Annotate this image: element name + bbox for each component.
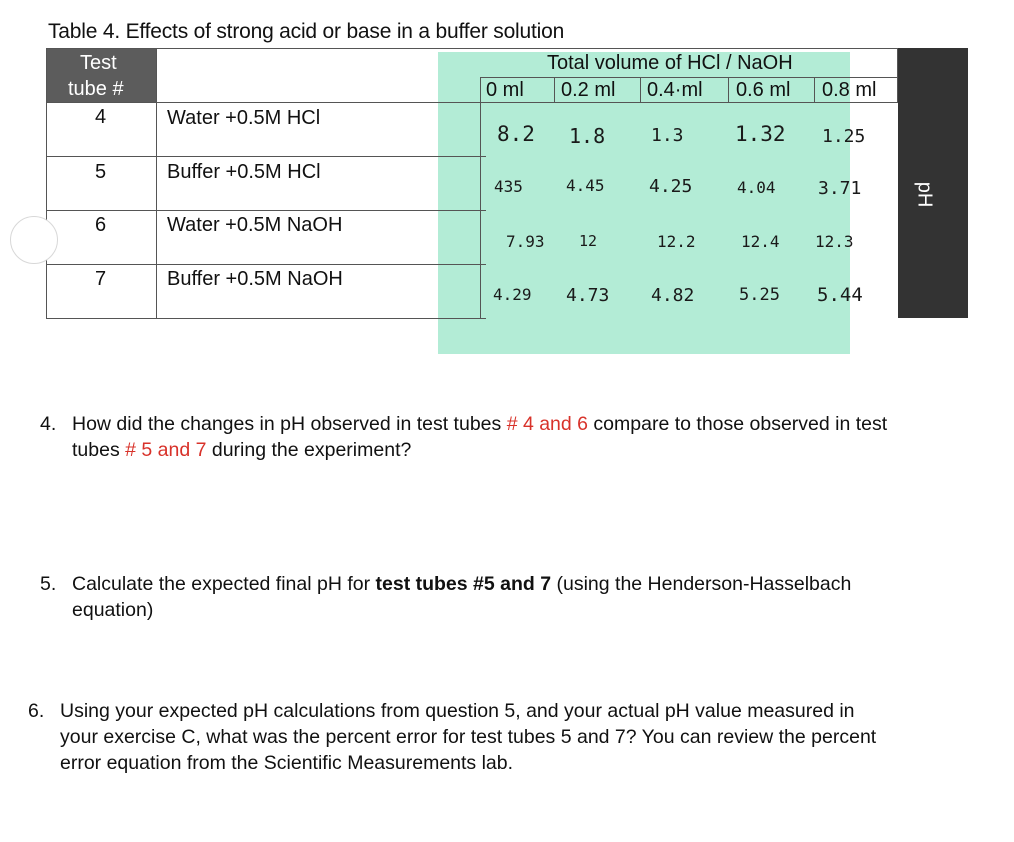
ph-value: 12.4 (741, 232, 780, 251)
bold-test-tubes: test tubes #5 and 7 (375, 573, 552, 595)
question-6: 6. Using your expected pH calculations from question 5, and your actual pH value measured in your exercise C, what was the percent error for test tubes 5 and 7? You can review the percent error equation from the Scientific Measurements lab. (28, 700, 877, 774)
test-tube-header-line1: Test (80, 52, 117, 74)
solution-label: Buffer +0.5M NaOH (167, 268, 343, 290)
tube-number: 5 (95, 161, 107, 183)
question-number: 4. (40, 413, 57, 435)
ph-value: 4.82 (651, 285, 695, 306)
question-number: 6. (28, 700, 45, 722)
volume-0-6: 0.6 ml (736, 79, 791, 101)
solution-label: Water +0.5M NaOH (167, 214, 343, 236)
highlight-tubes-5-7: # 5 and 7 (125, 439, 207, 461)
question-4: 4. How did the changes in pH observed in test tubes # 4 and 6 compare to those observed in test tubes # 5 and 7 during the experiment? (40, 413, 888, 461)
ph-value: 1.25 (822, 126, 866, 147)
table-caption: Table 4. Effects of strong acid or base in a buffer solution (48, 20, 565, 43)
ph-value: 4.25 (649, 176, 693, 197)
volume-0-4: 0.4·ml (647, 79, 703, 101)
ph-value: 435 (494, 177, 523, 196)
ph-value: 1.32 (735, 122, 786, 146)
tube-number: 4 (95, 106, 107, 128)
volume-header: Total volume of HCl / NaOH (547, 52, 793, 74)
question-5: 5. Calculate the expected final pH for test tubes #5 and 7 (using the Henderson-Hasselbach equation) (40, 573, 852, 621)
ph-value: 7.93 (506, 232, 545, 251)
ph-value: 1.3 (651, 125, 684, 146)
volume-0: 0 ml (486, 79, 524, 101)
ph-value: 12 (579, 232, 598, 250)
ph-label: pH (913, 181, 936, 208)
scroll-circle-decoration (10, 216, 58, 264)
ph-value: 1.8 (569, 124, 606, 148)
test-tube-header-line2: tube # (68, 78, 124, 100)
ph-value: 4.45 (566, 176, 605, 195)
volume-0-8: 0.8 ml (822, 79, 877, 101)
ph-value: 12.3 (815, 232, 854, 251)
tube-number: 7 (95, 268, 107, 290)
ph-value: 3.71 (818, 178, 862, 199)
ph-value: 5.25 (739, 285, 780, 305)
solution-label: Buffer +0.5M HCl (167, 161, 321, 183)
volume-0-2: 0.2 ml (561, 79, 616, 101)
ph-value: 4.29 (493, 285, 532, 304)
ph-value: 4.73 (566, 285, 610, 306)
ph-value: 5.44 (817, 284, 863, 306)
ph-value: 8.2 (497, 122, 535, 146)
highlight-tubes-4-6: # 4 and 6 (506, 413, 589, 435)
tube-number: 6 (95, 214, 107, 236)
ph-value: 4.04 (737, 178, 776, 197)
ph-value: 12.2 (657, 232, 696, 251)
question-number: 5. (40, 573, 57, 595)
solution-label: Water +0.5M HCl (167, 107, 321, 129)
